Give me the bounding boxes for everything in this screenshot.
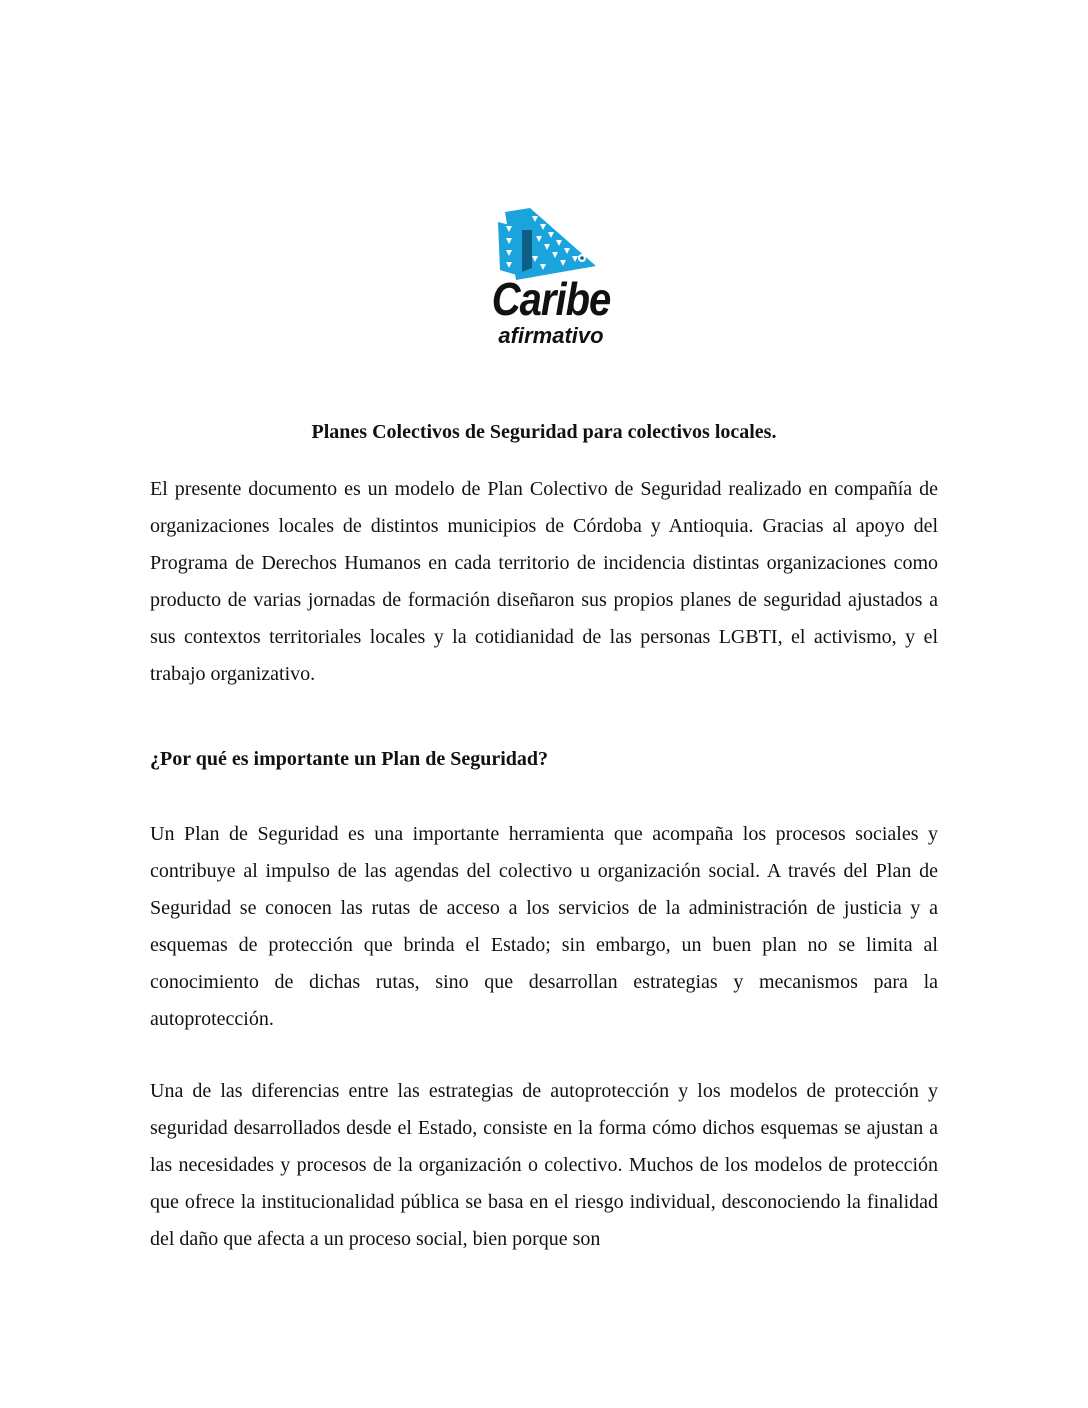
logo-brand-subtitle: afirmativo [498, 323, 604, 348]
logo-brand-name: Caribe [491, 274, 611, 326]
document-title: Planes Colectivos de Seguridad para colectivos locales. [311, 421, 777, 443]
body-paragraph-2: Un Plan de Seguridad es una importante herramienta que acompaña los procesos sociales y contribuye al impulso de las agendas del colectivo u organización social. A través del Plan de Seguridad se conocen las rutas de acceso a los servicios de la administración de justicia y a esquemas de protección que brinda el Estado; sin embargo, un buen plan no se limita al conocimiento de dichas rutas, sino que desarrollan estrategias y mecanismos para la autoprotección. [150, 823, 938, 1030]
caribe-afirmativo-logo [470, 200, 620, 365]
body-paragraph-3: Una de las diferencias entre las estrategias de autoprotección y los modelos de protección y seguridad desarrollados desde el Estado, consiste en la forma cómo dichos esquemas se ajustan a las necesidades y procesos de la organización o colectivo. Muchos de los modelos de protección que ofrece la institucionalidad pública se basa en el riesgo individual, desconociendo la finalidad del daño que afecta a un proceso social, bien porque son [150, 1080, 938, 1250]
section-heading: ¿Por qué es importante un Plan de Seguridad? [150, 748, 548, 770]
intro-paragraph: El presente documento es un modelo de Plan Colectivo de Seguridad realizado en compañía de organizaciones locales de distintos municipios de Córdoba y Antioquia. Gracias al apoyo del Programa de Derechos Humanos en cada territorio de incidencia distintas organizaciones como producto de varias jornadas de formación diseñaron sus propios planes de seguridad ajustados a sus contextos territoriales locales y la cotidianidad de las personas LGBTI, el activismo, y el trabajo organizativo. [150, 478, 938, 685]
